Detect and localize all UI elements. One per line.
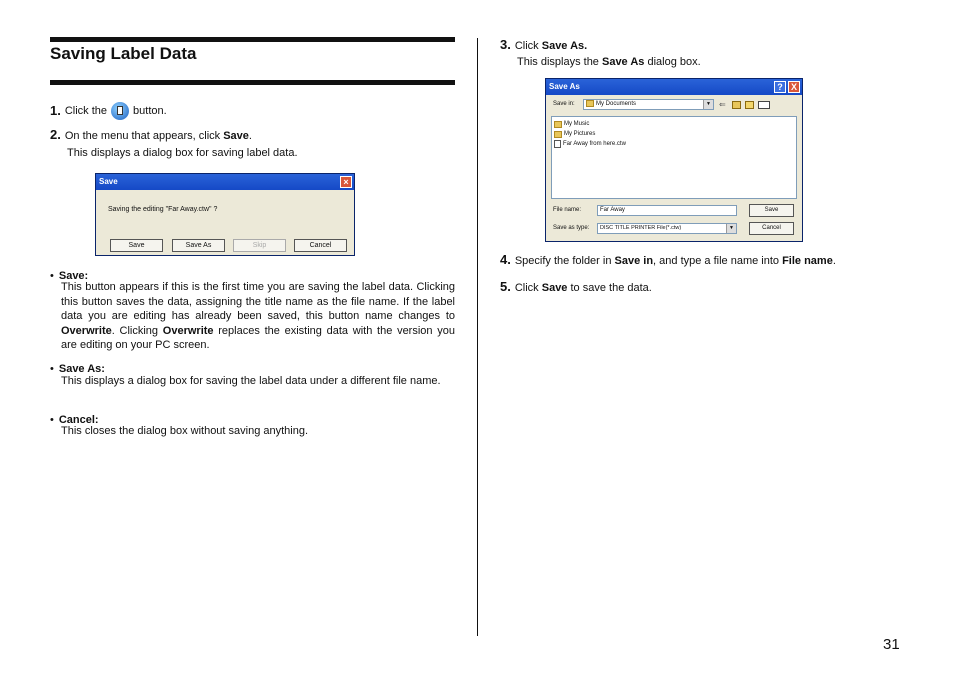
step-5	[500, 280, 652, 296]
list-item-label: My Music	[564, 121, 590, 127]
folder-icon	[554, 131, 562, 138]
step-number: 3.	[500, 37, 511, 52]
bullet-title: Cancel:	[58, 414, 99, 426]
skip-button: Skip	[233, 239, 286, 252]
save-as-dialog	[545, 78, 803, 242]
step-4-text: .	[832, 255, 836, 267]
save-dialog	[95, 173, 355, 256]
bullet-title: Save:	[58, 270, 89, 282]
bullet-dot: •	[50, 270, 54, 282]
save-button[interactable]: Save	[749, 204, 794, 217]
save-as-titlebar: Save As	[546, 79, 802, 95]
step-4-bold: Save in	[614, 255, 654, 267]
list-item[interactable]	[552, 129, 796, 139]
step-3-line2	[517, 55, 701, 70]
step-1	[50, 102, 167, 120]
file-list[interactable]	[551, 116, 797, 199]
title-rule-top	[50, 37, 455, 42]
step-4-text: , and type a file name into	[653, 255, 783, 267]
step-4-bold: File name	[782, 255, 833, 267]
step-3-text: Click	[514, 40, 542, 52]
bullet-save-text	[61, 280, 455, 353]
cancel-button[interactable]: Cancel	[749, 222, 794, 235]
step-1-text-before: Click the	[64, 104, 108, 117]
step-3	[500, 38, 587, 54]
save-in-dropdown[interactable]	[583, 99, 714, 110]
bullet-dot: •	[50, 363, 54, 375]
save-in-value: My Documents	[596, 101, 637, 108]
step-4	[500, 253, 836, 269]
step-3-bold: Save As.	[541, 40, 588, 52]
bullet-title: Save As:	[58, 363, 105, 375]
step-5-text: Click	[514, 282, 542, 294]
step-3-line2-text: This displays the	[517, 56, 602, 68]
file-name-label: File name:	[553, 207, 582, 213]
cancel-button[interactable]: Cancel	[294, 239, 347, 252]
save-dialog-message: Saving the editing "Far Away.ctw" ?	[108, 206, 218, 213]
save-in-label: Save in:	[553, 101, 575, 107]
para-part: replaces the existing data with the version you are editing on your PC screen.	[61, 324, 455, 352]
step-3-line2-suffix: dialog box.	[644, 56, 701, 68]
view-menu-icon[interactable]	[758, 101, 770, 109]
save-button[interactable]: Save	[110, 239, 163, 252]
chevron-down-icon[interactable]: ▼	[726, 224, 736, 233]
help-icon[interactable]: ?	[774, 81, 786, 93]
step-number: 4.	[500, 252, 511, 267]
page-title: Saving Label Data	[50, 44, 197, 63]
page-number: 31	[883, 636, 900, 653]
up-folder-icon[interactable]	[732, 101, 741, 109]
save-toolbar-icon	[111, 102, 129, 120]
step-number: 5.	[500, 279, 511, 294]
chevron-down-icon[interactable]: ▼	[703, 100, 713, 109]
bullet-save-as-text: This displays a dialog box for saving the label data under a different file name.	[61, 375, 441, 387]
save-as-type-dropdown[interactable]	[597, 223, 737, 234]
back-arrow-icon[interactable]: ⇐	[719, 100, 726, 109]
step-2	[50, 128, 252, 144]
file-name-input[interactable]: Far Away	[597, 205, 737, 216]
folder-icon	[554, 121, 562, 128]
new-folder-icon[interactable]	[745, 101, 754, 109]
step-5-text: to save the data.	[567, 282, 652, 294]
step-5-bold: Save	[541, 282, 568, 294]
list-item-label: Far Away from here.ctw	[563, 141, 626, 147]
column-divider	[477, 38, 478, 636]
step-3-line2-bold: Save As	[601, 56, 645, 68]
document-icon	[554, 140, 561, 148]
folder-icon	[586, 100, 594, 107]
close-icon[interactable]: ×	[340, 176, 352, 188]
step-number: 2.	[50, 127, 61, 142]
step-1-text-after: button.	[133, 104, 167, 117]
list-item[interactable]	[552, 119, 796, 129]
list-item[interactable]	[552, 139, 796, 149]
step-2-line2: This displays a dialog box for saving label data.	[67, 147, 298, 159]
para-part: . Clicking	[111, 324, 163, 337]
bullet-cancel-text: This closes the dialog box without saving anything.	[61, 425, 309, 437]
bullet-dot: •	[50, 414, 54, 426]
save-as-type-value: DISC TITLE PRINTER File(*.ctw)	[600, 225, 682, 231]
title-rule-bottom	[50, 80, 455, 85]
para-part: This button appears if this is the first time you are saving the label data. Clicking this button saves the data, assigning the title name as the file name. If the label data you are editing has already been saved, this button name changes to	[61, 281, 455, 323]
step-2-bold: Save	[223, 130, 249, 142]
para-bold: Overwrite	[61, 324, 112, 337]
save-dialog-titlebar: Save	[96, 174, 354, 190]
step-2-text: On the menu that appears, click	[64, 130, 224, 142]
save-as-button[interactable]: Save As	[172, 239, 225, 252]
step-number: 1.	[50, 102, 61, 118]
step-2-suffix: .	[248, 130, 252, 142]
step-4-text: Specify the folder in	[514, 255, 615, 267]
save-as-type-label: Save as type:	[553, 225, 590, 231]
list-item-label: My Pictures	[564, 131, 596, 137]
para-bold: Overwrite	[162, 324, 214, 337]
close-icon[interactable]: X	[788, 81, 800, 93]
